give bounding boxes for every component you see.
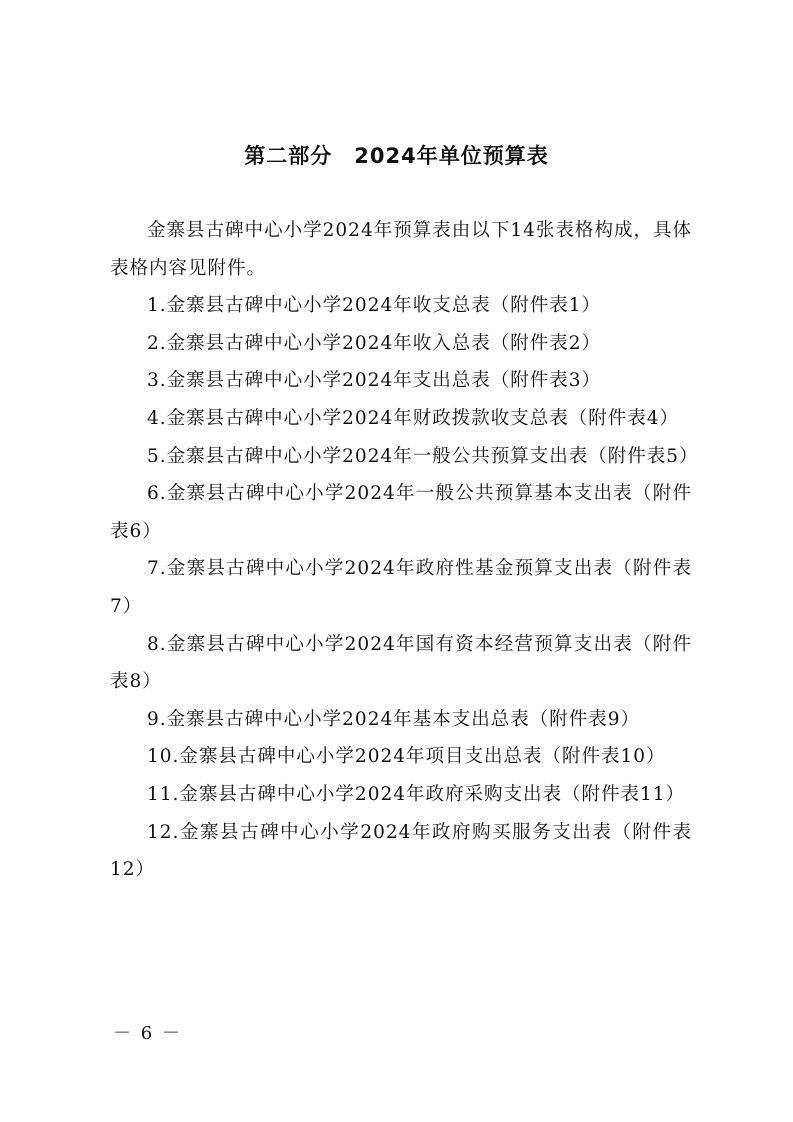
list-item: 12.金寨县古碑中心小学2024年政府购买服务支出表（附件表12） [110,821,692,881]
intro-paragraph: 金寨县古碑中心小学2024年预算表由以下14张表格构成，具体表格内容见附件。 [110,220,692,279]
list-item: 3.金寨县古碑中心小学2024年支出总表（附件表3） [147,370,602,392]
list-item: 9.金寨县古碑中心小学2024年基本支出总表（附件表9） [147,708,641,730]
page-number: － 6 － [113,1023,182,1044]
list-item: 5.金寨县古碑中心小学2024年一般公共预算支出表（附件表5） [147,445,699,467]
list-item: 6.金寨县古碑中心小学2024年一般公共预算基本支出表（附件表6） [110,483,692,542]
list-item: 2.金寨县古碑中心小学2024年收入总表（附件表2） [147,332,602,354]
list-item: 7.金寨县古碑中心小学2024年政府性基金预算支出表（附件表7） [110,558,692,617]
list-item: 4.金寨县古碑中心小学2024年财政拨款收支总表（附件表4） [147,407,680,429]
list-item: 11.金寨县古碑中心小学2024年政府采购支出表（附件表11） [147,783,686,805]
list-item: 10.金寨县古碑中心小学2024年项目支出总表（附件表10） [147,746,666,768]
list-item: 8.金寨县古碑中心小学2024年国有资本经营预算支出表（附件表8） [110,633,692,693]
document-body [110,212,699,889]
list-item: 1.金寨县古碑中心小学2024年收支总表（附件表1） [147,295,602,317]
page-title: 第二部分 2024年单位预算表 [244,144,549,168]
